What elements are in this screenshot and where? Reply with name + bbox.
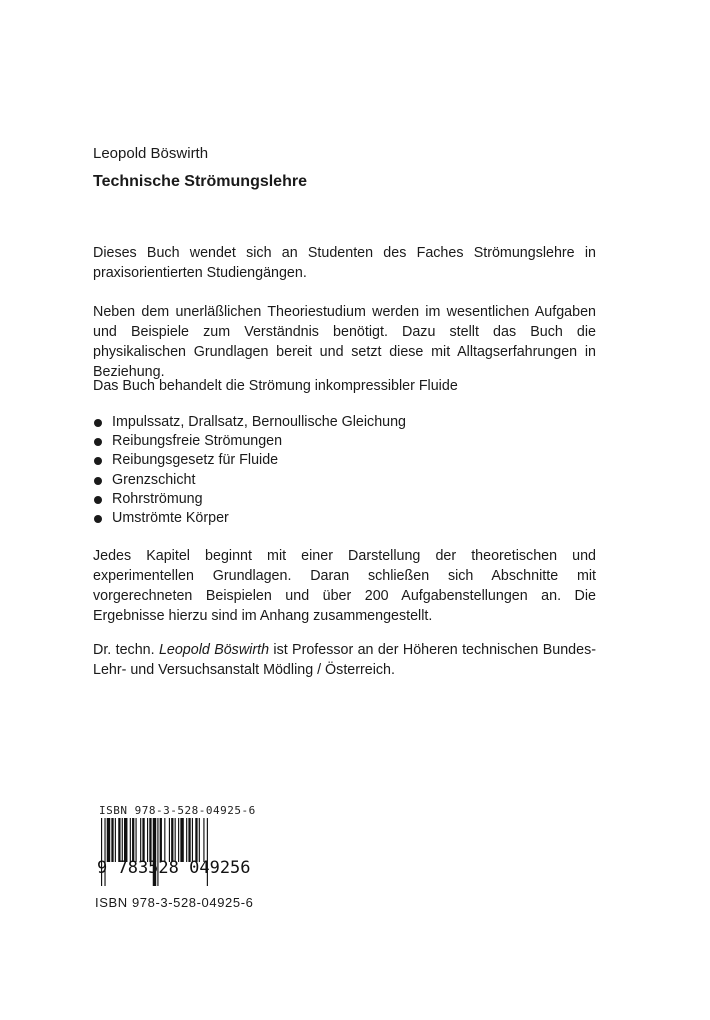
author-bio-name: Leopold Böswirth — [158, 642, 270, 658]
barcode-bar — [115, 818, 116, 862]
barcode-bar — [195, 818, 197, 862]
barcode-bar — [199, 818, 200, 862]
barcode-bar — [180, 818, 183, 862]
barcode-bar — [192, 818, 193, 862]
intro-paragraph: Dieses Buch wendet sich an Studenten des Faches Strömungslehre in praxisorientierten Studiengängen. — [93, 245, 596, 281]
barcode-digits: 9 783528 049256 — [97, 858, 251, 878]
barcode-bar — [203, 818, 204, 862]
barcode-bar — [178, 818, 179, 862]
barcode-bar — [130, 818, 131, 862]
list-item: Grenzschicht — [93, 471, 406, 490]
bullet-icon — [94, 496, 102, 504]
author-bio: Dr. techn. Leopold Böswirth ist Professor an der Höheren technischen Bundes-Lehr- und Versuchsanstalt Mödling / Österreich. — [93, 642, 596, 678]
list-item: Reibungsgesetz für Fluide — [93, 451, 406, 470]
bullet-icon — [94, 457, 102, 465]
chapters-paragraph: Jedes Kapitel beginnt mit einer Darstellung der theoretischen und experimentellen Grundlagen. Daran schließen sich Abschnitte mit vorgerechneten Beispielen und über 200 Aufgabenstellungen an. Die Ergebnisse hierzu sind im Anhang zusammengestellt. — [93, 548, 596, 624]
book-title: Technische Strömungslehre — [93, 173, 307, 190]
barcode-bar — [122, 818, 123, 862]
barcode-bar — [118, 818, 120, 862]
barcode-bar — [147, 818, 148, 862]
bullet-icon — [94, 419, 102, 427]
barcode-bar — [132, 818, 134, 862]
barcode-bar — [188, 818, 190, 862]
topic-list — [93, 413, 406, 528]
barcode-bar — [124, 818, 127, 862]
description-paragraph: Neben dem unerläßlichen Theoriestudium werden im wesentlichen Aufgaben und Beispiele zum Verständnis benötigt. Dazu stellt das Buch die physikalischen Grundlagen bereit und setzt diese mit Alltagserfahrungen in Beziehung. — [93, 304, 596, 380]
barcode-bar — [171, 818, 173, 862]
list-item: Rohrströmung — [93, 490, 406, 509]
barcode-bar — [186, 818, 187, 862]
barcode-bar — [140, 818, 141, 862]
author-name: Leopold Böswirth — [93, 145, 209, 162]
list-item: Impulssatz, Drallsatz, Bernoullische Gleichung — [93, 413, 406, 432]
barcode-bar — [111, 818, 113, 862]
list-item: Reibungsfreie Strömungen — [93, 432, 406, 451]
barcode-bar — [142, 818, 144, 862]
barcode-bar — [169, 818, 170, 862]
barcode-bar — [164, 818, 165, 862]
list-item: Umströmte Körper — [93, 509, 406, 528]
barcode-bar — [136, 818, 137, 862]
barcode-bar — [160, 818, 162, 862]
isbn-label-bottom: ISBN 978-3-528-04925-6 — [95, 895, 254, 910]
topics-intro: Das Buch behandelt die Strömung inkompressibler Fluide — [93, 378, 458, 394]
bullet-icon — [94, 438, 102, 446]
barcode-bar — [149, 818, 151, 862]
isbn-label-top: ISBN 978-3-528-04925-6 — [99, 804, 256, 817]
bullet-icon — [94, 515, 102, 523]
barcode-bar — [107, 818, 110, 862]
barcode-bar — [175, 818, 176, 862]
bullet-icon — [94, 477, 102, 485]
